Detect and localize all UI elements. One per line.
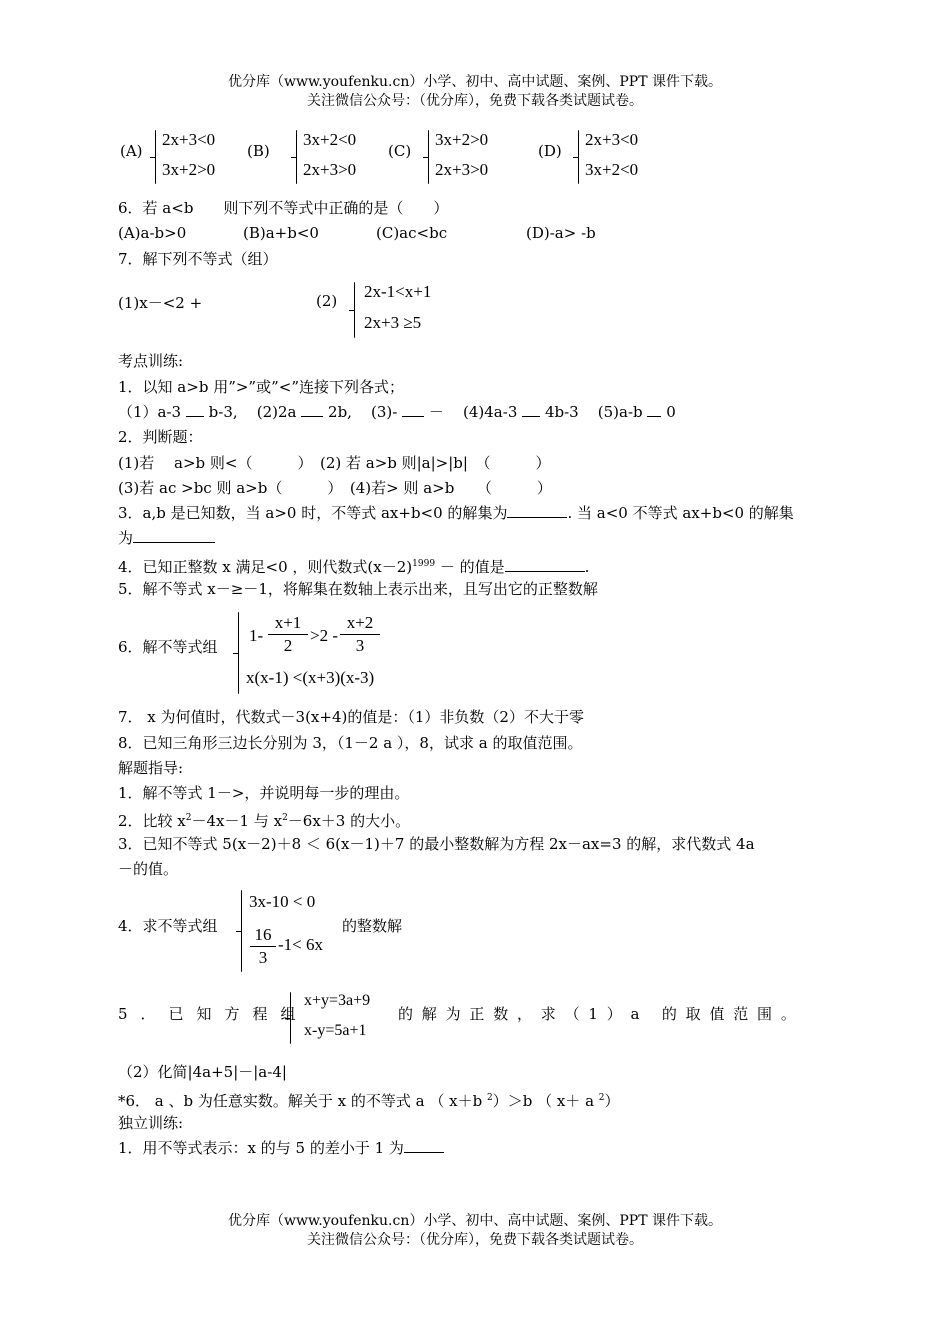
option-d-brace	[578, 130, 579, 184]
q7-part2-label: (2)	[316, 292, 338, 310]
training-q7: 7． x 为何值时，代数式－3(x+4)的值是：（1）非负数（2）不大于零	[118, 708, 584, 726]
q6-option-a: (A)a-b>0	[118, 224, 187, 242]
q6-fraction-1	[268, 612, 308, 657]
option-c-bottom: 2x+3>0	[435, 160, 489, 179]
answer-blank[interactable]	[133, 528, 215, 543]
part: (2)2a	[256, 403, 297, 421]
part: (5)a-b	[597, 403, 643, 421]
q4-text-2: － 的值是	[435, 558, 505, 576]
q6-option-c: (C)ac<bc	[376, 224, 448, 242]
q4-exponent: 1999	[412, 559, 436, 569]
q4-top: 3x-10 < 0	[249, 892, 316, 911]
option-a-bottom: 3x+2>0	[162, 160, 216, 179]
option-d-bottom: 3x+2<0	[585, 160, 639, 179]
q6-option-b: (B)a+b<0	[243, 224, 319, 242]
training-q2-row2: (3)若 ac >bc 则 a>b（ ） (4)若> 则 a>b （ ）	[118, 479, 552, 497]
part: b-3,	[208, 403, 238, 421]
option-a-top: 2x+3<0	[162, 130, 216, 149]
q6-bottom: x(x-1) <(x+3)(x-3)	[246, 668, 375, 687]
guide-q4-brace	[241, 890, 242, 972]
part: (4)4a-3	[463, 403, 518, 421]
option-d-top: 2x+3<0	[585, 130, 639, 149]
guide-q4-label: 4．求不等式组	[118, 917, 218, 935]
fraction-numerator: x+1	[268, 612, 308, 635]
option-b-top: 3x+2<0	[303, 130, 357, 149]
q5-suffix: 的解为正数，求（1）a 的取值范围。	[398, 1005, 805, 1023]
footer-line-2: 关注微信公众号：（优分库），免费下载各类试题试卷。	[307, 1232, 643, 1248]
guide-q2	[118, 808, 410, 831]
q6-text-3: ）	[604, 1092, 620, 1110]
q5-bottom: x-y=5a+1	[304, 1022, 367, 1039]
training-q6-label: 6．解不等式组	[118, 638, 218, 656]
guide-q3-cont: －的值。	[118, 860, 179, 878]
q6-top-mid: >2 -	[310, 626, 338, 645]
fraction-denominator: 3	[258, 948, 268, 967]
option-d-label: (D)	[538, 142, 562, 160]
q7-part2-top: 2x-1<x+1	[364, 282, 432, 301]
header-line-2: 关注微信公众号：（优分库），免费下载各类试题试卷。	[307, 93, 643, 109]
q2-exponent: 2	[282, 813, 288, 823]
option-c-brace	[428, 130, 429, 184]
guide-q3: 3．已知不等式 5(x－2)＋8 ＜ 6(x－1)＋7 的最小整数解为方程 2x－ax=3 的解，求代数式 4a	[118, 835, 755, 853]
answer-blank[interactable]	[647, 402, 661, 417]
part: (3)-	[371, 403, 398, 421]
option-b-brace	[296, 130, 297, 184]
fraction-denominator: 2	[283, 636, 293, 655]
q5-top: x+y=3a+9	[304, 992, 371, 1009]
guide-q5-label: 5．已知方程组	[118, 1005, 309, 1023]
guide-q5-brace	[290, 992, 291, 1044]
independent-title: 独立训练:	[118, 1114, 184, 1132]
training-q2: 2．判断题：	[118, 428, 203, 446]
guide-q5-part2: （2）化简|4a+5|－|a-4|	[118, 1063, 287, 1081]
option-b-bottom: 2x+3>0	[303, 160, 357, 179]
answer-blank[interactable]	[186, 402, 204, 417]
q3-text-3: 为	[118, 529, 134, 547]
training-q1-parts	[118, 402, 676, 422]
footer-line-1: 优分库（www.youfenku.cn）小学、初中、高中试题、案例、PPT 课件下载。	[227, 1213, 722, 1229]
option-b-label: (B)	[247, 142, 270, 160]
option-a-brace	[155, 130, 156, 184]
independent-q1-text: 1．用不等式表示：x 的与 5 的差小于 1 为	[118, 1139, 404, 1157]
answer-blank[interactable]	[507, 503, 567, 518]
guide-title: 解题指导:	[118, 759, 184, 777]
q3-text-2: . 当 a<0 不等式 ax+b<0 的解集	[567, 504, 794, 522]
training-q5: 5．解不等式 x－≥－1，将解集在数轴上表示出来，且写出它的正整数解	[118, 580, 598, 598]
q6-exponent: 2	[598, 1093, 605, 1103]
part: 4b-3	[544, 403, 579, 421]
q4-text: 4．已知正整数 x 满足<0 ，则代数式(x－2)	[118, 558, 413, 576]
q4-fraction	[250, 924, 276, 969]
page-header	[0, 73, 950, 111]
answer-blank[interactable]	[301, 402, 323, 417]
q2-text-3: －6x＋3 的大小。	[287, 812, 411, 830]
part: －	[428, 403, 444, 421]
q2-text: 2．比较 x	[118, 812, 186, 830]
header-line-1: 优分库（www.youfenku.cn）小学、初中、高中试题、案例、PPT 课件下载。	[227, 74, 722, 90]
part: 0	[666, 403, 676, 421]
guide-q1: 1．解不等式 1－>，并说明每一步的理由。	[118, 784, 410, 802]
q6-option-d: (D)-a> -b	[526, 224, 596, 242]
q7-brace	[354, 282, 355, 338]
q2-text-2: －4x－1 与 x	[191, 812, 283, 830]
q6-top-pre: 1-	[249, 626, 264, 645]
option-c-top: 3x+2>0	[435, 130, 489, 149]
part: （1）a-3	[118, 403, 182, 421]
fraction-denominator: 3	[355, 636, 365, 655]
option-a-label: (A)	[120, 142, 143, 160]
training-q6-brace	[238, 612, 239, 694]
independent-q1	[118, 1138, 444, 1158]
guide-q6	[118, 1088, 620, 1111]
q6-stem: 6．若 a<b 则下列不等式中正确的是（ ）	[118, 199, 449, 217]
training-q4	[118, 554, 589, 577]
q3-text: 3．a,b 是已知数，当 a>0 时，不等式 ax+b<0 的解集为	[118, 504, 508, 522]
q6-exponent: 2	[486, 1093, 493, 1103]
q4-bottom: -1< 6x	[278, 935, 323, 954]
training-q8: 8．已知三角形三边长分别为 3，（1－2 a ），8，试求 a 的取值范围。	[118, 734, 583, 752]
answer-blank[interactable]	[505, 557, 585, 572]
training-q3-cont	[118, 528, 215, 548]
training-q3	[118, 503, 794, 523]
q2-exponent: 2	[185, 813, 192, 823]
option-c-label: (C)	[388, 142, 412, 160]
training-q2-row1: (1)若 a>b 则<（ ） (2) 若 a>b 则|a|>|b| （ ）	[118, 454, 551, 472]
answer-blank[interactable]	[404, 1138, 444, 1153]
page-footer	[0, 1212, 950, 1250]
answer-blank[interactable]	[522, 402, 540, 417]
training-q1: 1．以知 a>b 用”>”或”<”连接下列各式；	[118, 378, 405, 396]
part: 2b,	[328, 403, 352, 421]
training-title: 考点训练:	[118, 352, 184, 370]
q7-part2-bottom: 2x+3 ≥5	[364, 313, 422, 332]
q6-text-2: ）＞b （ x＋ a	[492, 1092, 599, 1110]
fraction-numerator: 16	[250, 924, 276, 947]
q4-suffix: 的整数解	[342, 917, 403, 935]
q6-text: *6． a 、b 为任意实数。解关于 x 的不等式 a （ x＋b	[118, 1092, 487, 1110]
fraction-numerator: x+2	[340, 612, 380, 635]
q7-part1: (1)x－<2 +	[118, 294, 203, 312]
answer-blank[interactable]	[402, 402, 424, 417]
q6-fraction-2	[340, 612, 380, 657]
q7-stem: 7．解下列不等式（组）	[118, 250, 278, 268]
q4-text-3: .	[584, 558, 590, 576]
